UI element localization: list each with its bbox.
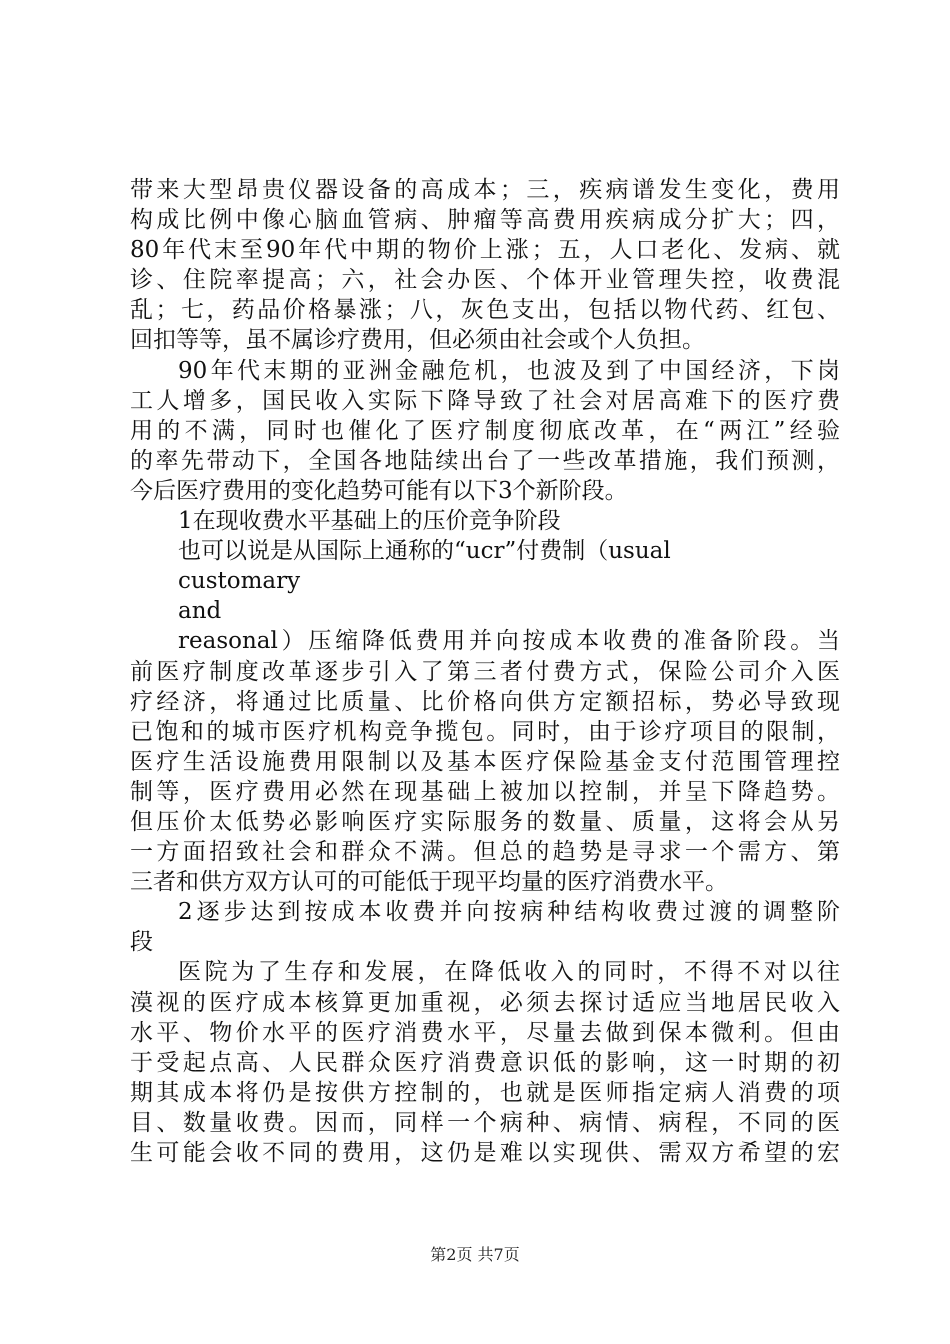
text-line: 乱；七，药品价格暴涨；八，灰色支出，包括以物代药、红包、	[130, 297, 840, 324]
page-number-footer: 第2页 共7页	[430, 1245, 520, 1264]
text-line: customary	[178, 568, 301, 595]
text-line: 但压价太低势必影响医疗实际服务的数量、质量，这将会从另	[130, 808, 840, 835]
text-line: 期其成本将仍是按供方控制的，也就是医师指定病人消费的项	[130, 1079, 840, 1106]
text-line: 段	[130, 929, 153, 956]
document-body	[130, 175, 840, 1168]
text-line: 疗经济，将通过比质量、比价格向供方定额招标，势必导致现	[130, 688, 840, 715]
text-line: 的率先带动下，全国各地陆续出台了一些改革措施，我们预测，	[130, 447, 840, 474]
text-line: and	[178, 598, 222, 625]
text-line: 带来大型昂贵仪器设备的高成本；三，疾病谱发生变化，费用	[130, 177, 840, 203]
text-line: 医疗生活设施费用限制以及基本医疗保险基金支付范围管理控	[130, 748, 840, 775]
text-line: reasonal）压缩降低费用并向按成本收费的准备阶段。当	[178, 628, 840, 655]
text-line: 90年代末期的亚洲金融危机，也波及到了中国经济，下岗	[178, 357, 840, 384]
text-line: 医院为了生存和发展，在降低收入的同时，不得不对以往	[178, 959, 840, 986]
text-line: 2逐步达到按成本收费并向按病种结构收费过渡的调整阶	[178, 899, 840, 926]
text-line: 于受起点高、人民群众医疗消费意识低的影响，这一时期的初	[130, 1049, 840, 1076]
text-line: 制等，医疗费用必然在现基础上被加以控制，并呈下降趋势。	[130, 778, 840, 805]
text-line: 已饱和的城市医疗机构竞争揽包。同时，由于诊疗项目的限制，	[130, 718, 840, 745]
text-line: 今后医疗费用的变化趋势可能有以下3个新阶段。	[130, 477, 628, 504]
text-line: 水平、物价水平的医疗消费水平，尽量去做到保本微利。但由	[130, 1019, 840, 1046]
text-line: 也可以说是从国际上通称的“ucr”付费制（usual	[178, 538, 671, 565]
text-line: 1在现收费水平基础上的压价竞争阶段	[178, 508, 561, 535]
text-line: 生可能会收不同的费用，这仍是难以实现供、需双方希望的宏	[130, 1140, 840, 1166]
text-line: 回扣等等，虽不属诊疗费用，但必须由社会或个人负担。	[130, 327, 705, 354]
text-line: 漠视的医疗成本核算更加重视，必须去探讨适应当地居民收入	[130, 989, 840, 1016]
text-line: 三者和供方双方认可的可能低于现平均量的医疗消费水平。	[130, 869, 728, 896]
text-line: 诊、住院率提高；六，社会办医、个体开业管理失控，收费混	[130, 267, 840, 294]
text-line: 工人增多，国民收入实际下降导致了社会对居高难下的医疗费	[130, 387, 840, 414]
text-line: 前医疗制度改革逐步引入了第三者付费方式，保险公司介入医	[130, 658, 840, 685]
text-line: 80年代末至90年代中期的物价上涨；五，人口老化、发病、就	[130, 237, 840, 264]
text-line: 目、数量收费。因而，同样一个病种、病情、病程，不同的医	[130, 1109, 840, 1136]
text-line: 用的不满，同时也催化了医疗制度彻底改革，在“两江”经验	[130, 417, 840, 444]
text-line: 构成比例中像心脑血管病、肿瘤等高费用疾病成分扩大；四，	[130, 207, 840, 234]
text-line: 一方面招致社会和群众不满。但总的趋势是寻求一个需方、第	[130, 839, 840, 866]
